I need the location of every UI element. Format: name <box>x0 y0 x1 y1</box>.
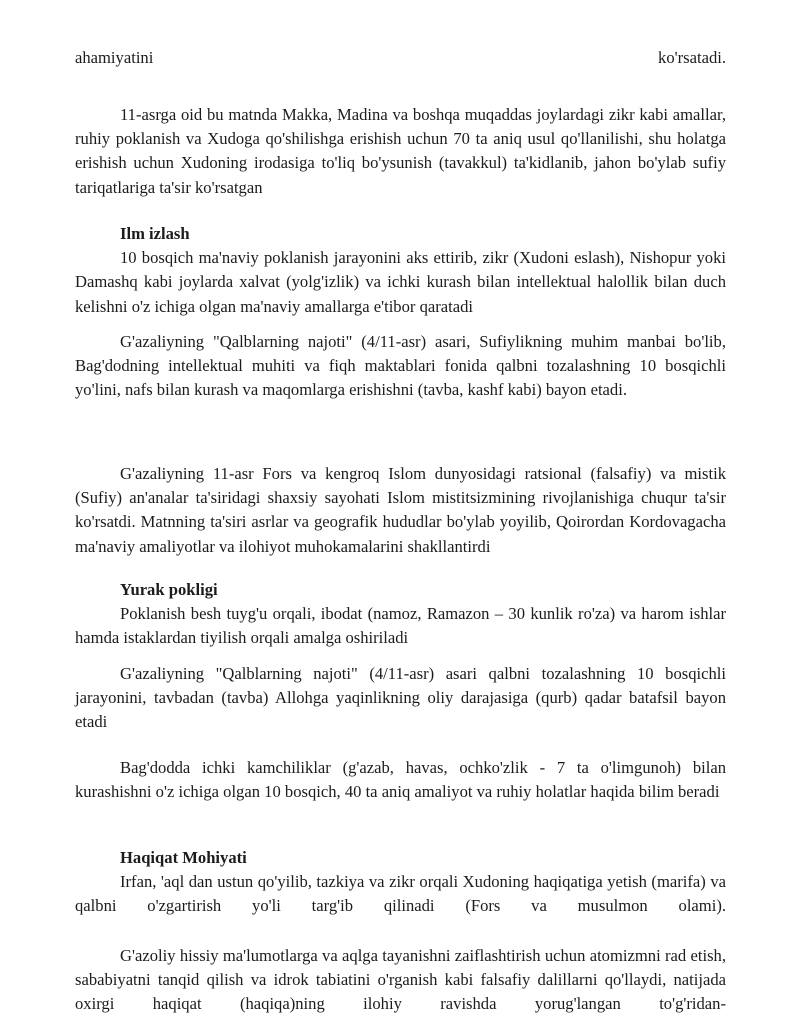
section-heading-yurak-pokligi: Yurak pokligi <box>120 580 218 599</box>
section-bagdod-kurash <box>75 756 726 804</box>
paragraph-ilm-izlash: 10 bosqich ma'naviy poklanish jarayonini aks ettirib, zikr (Xudoni eslash), Nishopur yoki Damashq kabi joylarda xalvat (yolg'izlik) va ichki kurash bilan intellektual halollik bilan duch kelishni o'z ichiga olgan ma'naviy amallarga e'tibor qaratadi <box>75 248 726 316</box>
paragraph-haqiqat-mohiyati: Irfan, 'aql dan ustun qo'yilib, tazkiya va zikr orqali Xudoning haqiqatiga yetish (marifa) va qalbni o'zgartirish yo'li targ'ib qilinadi (Fors va musulmon olami). <box>75 872 726 916</box>
section-qalblar-najoti <box>75 330 726 403</box>
section-yurak-pokligi <box>75 578 726 651</box>
continuation-left-word: ahamiyatini <box>75 48 154 67</box>
paragraph-intro: 11-asrga oid bu matnda Makka, Madina va boshqa muqaddas joylardagi zikr kabi amallar, ruhiy poklanish va Xudoga qo'shilishga erishish uchun 70 ta aniq usul qo'llanilishi, shu holatga erishish uchun Xudoning irodasiga to'liq bo'ysunish (tavakkul) ta'kidlanib, jahon bo'ylab sufiy tariqatlariga ta'sir ko'rsatgan <box>75 105 726 197</box>
section-ilm-izlash <box>75 222 726 319</box>
continuation-line <box>75 46 726 70</box>
paragraph-gazaliy-influence: G'azaliyning 11-asr Fors va kengroq Islom dunyosidagi ratsional (falsafiy) va mistik (Sufiy) an'analar ta'siridagi shaxsiy sayohati Islom mistitsizmining rivojlanishiga chuqur ta'sir ko'rsatdi. Matnning ta'siri asrlar va geografik hududlar bo'ylab yoyilib, Qoirordan Kordovagacha ma'naviy amaliyotlar va ilohiyot muhokamalarini shakllantirdi <box>75 464 726 556</box>
section-qalbni-tozalash <box>75 662 726 735</box>
paragraph-qalblar-najoti: G'azaliyning "Qalblarning najoti" (4/11-asr) asari, Sufiylikning muhim manbai bo'lib, Bag'dodning intellektual muhiti va fiqh maktablari fonida qalbni tozalashning 10 bosqichli yo'lini, nafs bilan kurash va maqomlarga erishishni (tavba, kashf kabi) bayon etadi. <box>75 332 726 400</box>
section-heading-ilm-izlash: Ilm izlash <box>120 224 190 243</box>
continuation-right-word: ko'rsatadi. <box>658 48 726 67</box>
paragraph-qalbni-tozalash: G'azaliyning "Qalblarning najoti" (4/11-asr) asari qalbni tozalashning 10 bosqichli jarayonini, tavbadan (tavba) Allohga yaqinlikning oliy darajasiga (qurb) qadar batafsil bayon etadi <box>75 664 726 732</box>
section-haqiqat-mohiyati <box>75 846 726 919</box>
intro-section <box>75 103 726 200</box>
section-gazaliy-influence <box>75 462 726 559</box>
section-gazoliy-dalillar <box>75 944 726 1017</box>
paragraph-yurak-pokligi: Poklanish besh tuyg'u orqali, ibodat (namoz, Ramazon – 30 kunlik ro'za) va harom ishlar hamda istaklardan tiyilish orqali amalga oshiriladi <box>75 604 726 648</box>
paragraph-gazoliy-dalillar: G'azoliy hissiy ma'lumotlarga va aqlga tayanishni zaiflashtirish uchun atomizmni rad etish, sababiyatni tanqid qilish va idrok tabiatini o'rganish kabi falsafiy dalillarni qo'llaydi, natijada oxirgi haqiqat (haqiqa)ning ilohiy ravishda yorug'langan to'g'ridan- <box>75 946 726 1014</box>
paragraph-bagdod-kurash: Bag'dodda ichki kamchiliklar (g'azab, havas, ochko'zlik - 7 ta o'limgunoh) bilan kurashishni o'z ichiga olgan 10 bosqich, 40 ta aniq amaliyot va ruhiy holatlar haqida bilim beradi <box>75 758 726 802</box>
section-heading-haqiqat-mohiyati: Haqiqat Mohiyati <box>120 848 247 867</box>
